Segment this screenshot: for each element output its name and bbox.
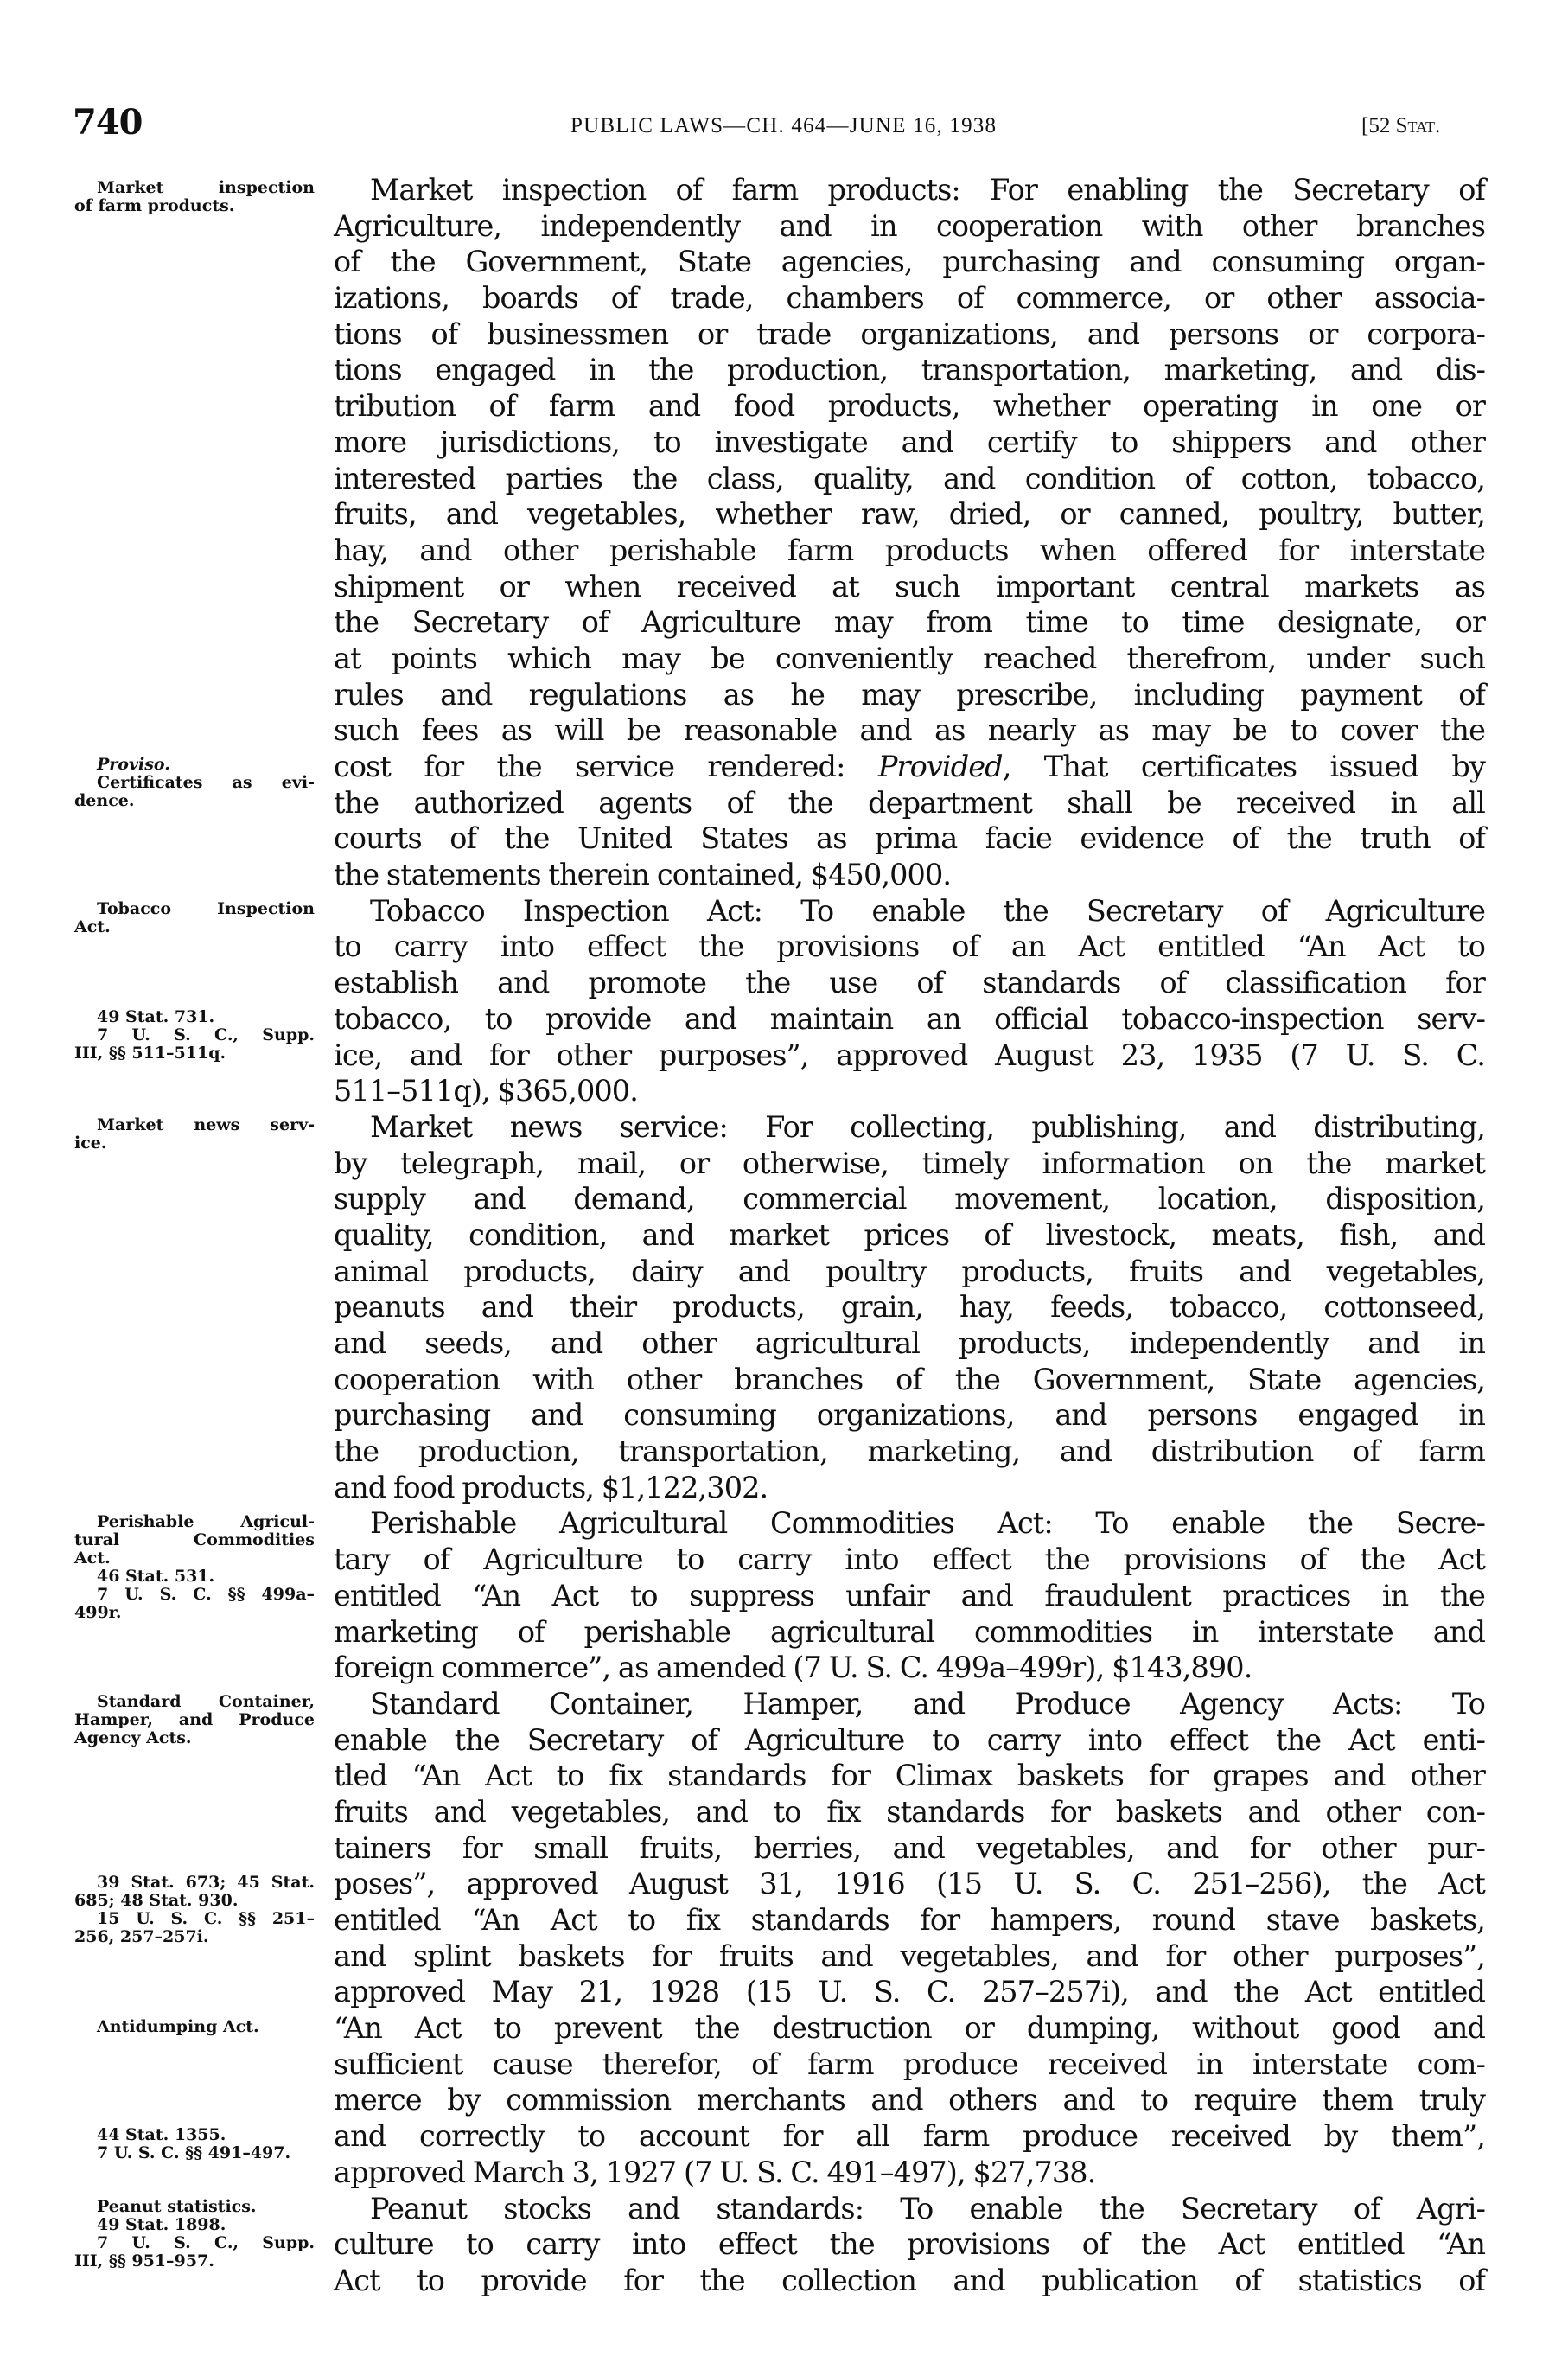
body-line: the Secretary of Agriculture may from time to time designate, or <box>334 605 1485 640</box>
body-line: entitled “An Act to suppress unfair and fraudulent practices in the <box>334 1578 1485 1613</box>
body-line: approved May 21, 1928 (15 U. S. C. 257–257i), and the Act entitled <box>334 1975 1485 2009</box>
body-line: entitled “An Act to fix standards for hampers, round stave baskets, <box>334 1903 1485 1937</box>
paragraph-perishable <box>334 1505 1485 1685</box>
body-line: more jurisdictions, to investigate and certify to shippers and other <box>334 425 1485 459</box>
body-line: culture to carry into effect the provisions of the Act entitled “An <box>334 2227 1485 2262</box>
margin-note-antidumping-act <box>74 2018 315 2036</box>
body-line: interested parties the class, quality, and condition of cotton, tobacco, <box>334 461 1485 495</box>
margin-note-line: 685; 48 Stat. 930. <box>74 1890 239 1910</box>
margin-note-line: Peanut statistics. <box>97 2197 257 2217</box>
margin-note-line: Act. <box>74 1548 111 1568</box>
margin-note-line: Standard Container, <box>97 1692 315 1712</box>
margin-note-line: 49 Stat. 1898. <box>97 2215 226 2235</box>
body-line: Agriculture, independently and in cooperation with other branches <box>334 208 1485 243</box>
body-line: sufficient cause therefor, of farm produce received in interstate com- <box>334 2047 1485 2081</box>
margin-note-market-inspection <box>74 179 315 215</box>
body-line: hay, and other perishable farm products when offered for interstate <box>334 533 1485 567</box>
margin-note-line: Hamper, and Produce <box>74 1710 315 1730</box>
body-line: “An Act to prevent the destruction or dumping, without good and <box>334 2011 1485 2046</box>
margin-note-line: Tobacco Inspection <box>97 899 315 918</box>
margin-note-standard-container <box>74 1693 315 1747</box>
page-header <box>0 102 1568 145</box>
margin-note-perishable-act <box>74 1513 315 1622</box>
body-line: quality, condition, and market prices of livestock, meats, fish, and <box>334 1217 1485 1252</box>
margin-note-line: 7 U. S. C. §§ 491–497. <box>97 2143 291 2162</box>
margin-note-line: Certificates as evi- <box>97 773 315 793</box>
margin-note-line: III, §§ 951–957. <box>74 2251 214 2271</box>
paragraph-market-news <box>334 1109 1485 1506</box>
body-line: poses”, approved August 31, 1916 (15 U. S. C. 251–256), the Act <box>334 1867 1485 1901</box>
body-line: Peanut stocks and standards: To enable the Secretary of Agri- <box>370 2191 1485 2226</box>
margin-note-antidumping-citation <box>74 2126 315 2162</box>
margin-note-peanut-statistics <box>74 2198 315 2270</box>
paragraph-standard-container <box>334 1686 1485 2191</box>
margin-note-line: 39 Stat. 673; 45 Stat. <box>97 1872 315 1892</box>
body-line: fruits, and vegetables, whether raw, dried, or canned, poultry, butter, <box>334 497 1485 532</box>
body-line: at points which may be conveniently reached therefrom, under such <box>334 641 1485 675</box>
body-line: the statements therein contained, $450,000. <box>334 858 952 892</box>
statute-label: Stat. <box>1395 114 1441 137</box>
body-line: enable the Secretary of Agriculture to carry into effect the Act enti- <box>334 1722 1485 1757</box>
body-line: tribution of farm and food products, whether operating in one or <box>334 389 1485 424</box>
body-line: Market inspection of farm products: For enabling the Secretary of <box>370 173 1485 207</box>
body-line: the production, transportation, marketing, and distribution of farm <box>334 1434 1485 1469</box>
proviso-label: Proviso. <box>97 755 170 775</box>
margin-note-tobacco-inspection-act <box>74 900 315 936</box>
body-line: cooperation with other branches of the Government, State agencies, <box>334 1362 1485 1396</box>
body-line: merce by commission merchants and others and to require them truly <box>334 2083 1485 2117</box>
body-line: ice, and for other purposes”, approved August 23, 1935 (7 U. S. C. <box>334 1038 1485 1072</box>
margin-note-line: Agency Acts. <box>74 1728 192 1748</box>
margin-note-line: of farm products. <box>74 196 235 215</box>
margin-note-line: III, §§ 511–511q. <box>74 1044 226 1063</box>
margin-note-line: Market inspection <box>97 178 315 197</box>
body-line: cost for the service rendered: Provided, That certificates issued by <box>334 750 1485 783</box>
body-line: 511–511q), $365,000. <box>334 1074 638 1108</box>
italic-term: Provided <box>877 750 1003 783</box>
body-line: by telegraph, mail, or otherwise, timely information on the market <box>334 1146 1485 1180</box>
running-head: PUBLIC LAWS—CH. 464—JUNE 16, 1938 <box>570 114 998 137</box>
body-line: the authorized agents of the department shall be received in all <box>334 785 1485 820</box>
paragraph-peanut <box>334 2191 1485 2299</box>
body-line: supply and demand, commercial movement, location, disposition, <box>334 1182 1485 1217</box>
body-line: marketing of perishable agricultural commodities in interstate and <box>334 1614 1485 1649</box>
statute-body <box>334 172 1485 2299</box>
margin-note-line: tural Commodities <box>74 1530 315 1549</box>
margin-note-line: Market news serv- <box>97 1115 315 1135</box>
body-line: and splint baskets for fruits and vegetables, and for other purposes”, <box>334 1938 1485 1973</box>
page-number: 740 <box>73 102 143 143</box>
body-line: Market news service: For collecting, publishing, and distributing, <box>370 1109 1485 1144</box>
body-line: such fees as will be reasonable and as nearly as may be to cover the <box>334 713 1485 748</box>
margin-note-line: Act. <box>74 917 111 936</box>
margin-note-line: 44 Stat. 1355. <box>97 2124 226 2144</box>
margin-note-line: 7 U. S. C., Supp. <box>97 2233 315 2253</box>
body-line: tary of Agriculture to carry into effect the provisions of the Act <box>334 1542 1485 1577</box>
margin-note-line: 7 U. S. C. §§ 499a– <box>97 1584 315 1604</box>
body-line: Perishable Agricultural Commodities Act: To enable the Secre- <box>370 1506 1485 1541</box>
body-line: tions of businessmen or trade organizations, and persons or corpora- <box>334 316 1485 351</box>
margin-note-line: dence. <box>74 791 135 811</box>
body-line: animal products, dairy and poultry products, fruits and vegetables, <box>334 1254 1485 1288</box>
body-line: and correctly to account for all farm produce received by them”, <box>334 2119 1485 2154</box>
body-line: and seeds, and other agricultural products, independently and in <box>334 1326 1485 1360</box>
margin-note-line: 7 U. S. C., Supp. <box>97 1025 315 1045</box>
margin-note-line: 499r. <box>74 1602 122 1622</box>
body-line: Standard Container, Hamper, and Produce Agency Acts: To <box>370 1686 1485 1721</box>
body-line: of the Government, State agencies, purchasing and consuming organ- <box>334 245 1485 279</box>
statute-volume-reference <box>1361 114 1440 138</box>
margin-note-line: Perishable Agricul- <box>97 1511 315 1531</box>
body-line: approved March 3, 1927 (7 U. S. C. 491–497), $27,738. <box>334 2155 1096 2189</box>
paragraph-tobacco-inspection <box>334 893 1485 1109</box>
body-line: purchasing and consuming organizations, and persons engaged in <box>334 1398 1485 1433</box>
body-line: and food products, $1,122,302. <box>334 1470 768 1504</box>
margin-note-line: 46 Stat. 531. <box>97 1566 215 1586</box>
margin-note-line: ice. <box>74 1134 107 1153</box>
body-line: courts of the United States as prima facie evidence of the truth of <box>334 821 1485 856</box>
body-line: peanuts and their products, grain, hay, feeds, tobacco, cottonseed, <box>334 1290 1485 1325</box>
margin-note-standard-container-citation <box>74 1874 315 1946</box>
body-line: tled “An Act to fix standards for Climax baskets for grapes and other <box>334 1759 1485 1793</box>
body-line: tobacco, to provide and maintain an official tobacco-inspection serv- <box>334 1001 1485 1036</box>
body-line: Act to provide for the collection and publication of statistics of <box>334 2263 1485 2297</box>
margin-note-line: 49 Stat. 731. <box>97 1007 215 1027</box>
statute-volume-bracket: [52 <box>1361 114 1396 137</box>
body-line: tions engaged in the production, transportation, marketing, and dis- <box>334 353 1485 387</box>
margin-note-line <box>74 756 315 774</box>
body-line: tainers for small fruits, berries, and vegetables, and for other pur- <box>334 1830 1485 1865</box>
body-line: izations, boards of trade, chambers of commerce, or other associa- <box>334 281 1485 316</box>
body-line: establish and promote the use of standards of classification for <box>334 966 1485 1000</box>
paragraph-market-inspection <box>334 172 1485 893</box>
margin-note-market-news-service <box>74 1116 315 1153</box>
body-line: foreign commerce”, as amended (7 U. S. C. 499a–499r), $143,890. <box>334 1651 1252 1685</box>
body-line: shipment or when received at such important central markets as <box>334 569 1485 604</box>
body-line: fruits and vegetables, and to fix standards for baskets and other con- <box>334 1794 1485 1829</box>
margin-note-line: 15 U. S. C. §§ 251– <box>97 1908 315 1928</box>
margin-note-line: 256, 257–257i. <box>74 1926 209 1946</box>
margin-note-line: Antidumping Act. <box>97 2016 259 2036</box>
body-line: Tobacco Inspection Act: To enable the Secretary of Agriculture <box>370 893 1485 928</box>
body-line: rules and regulations as he may prescribe, including payment of <box>334 677 1485 712</box>
body-line: to carry into effect the provisions of an Act entitled “An Act to <box>334 929 1485 964</box>
margin-note-proviso <box>74 756 315 810</box>
margin-note-tobacco-citation <box>74 1008 315 1063</box>
